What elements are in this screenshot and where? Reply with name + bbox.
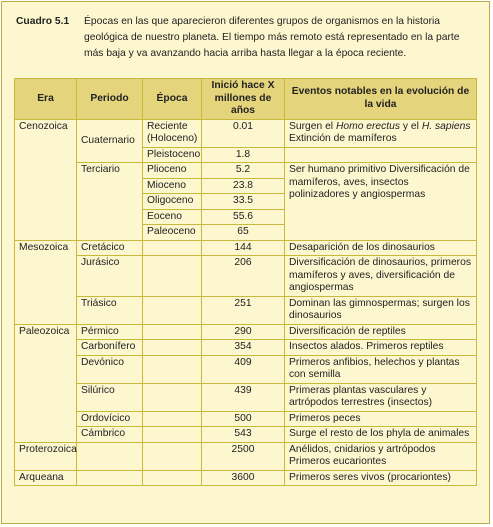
epoch-cell: [143, 256, 202, 297]
period-cell: Triásico: [77, 296, 143, 324]
header-start: Inició hace X millones de años: [202, 79, 285, 120]
period-cell: Cámbrico: [77, 427, 143, 443]
mya-cell: 409: [202, 355, 285, 383]
table-row: [15, 240, 477, 256]
period-cell: Silúrico: [77, 383, 143, 411]
era-cell: Proterozoica: [15, 442, 77, 470]
period-cell: Pérmico: [77, 324, 143, 340]
geologic-time-table: [14, 78, 477, 486]
mya-cell: 55.6: [202, 209, 285, 225]
header-events: Eventos notables en la evolución de la vida: [285, 79, 477, 120]
period-cell: Ordovícico: [77, 411, 143, 427]
mya-cell: 5.2: [202, 163, 285, 179]
mya-cell: 543: [202, 427, 285, 443]
period-cell: Cretácico: [77, 240, 143, 256]
epoch-cell: Mioceno: [143, 178, 202, 194]
caption-number: Cuadro 5.1: [16, 16, 70, 27]
epoch-cell: [143, 427, 202, 443]
event-species-name: Homo erectus: [335, 120, 401, 132]
period-cell: Terciario: [77, 163, 143, 241]
events-cell: Primeros peces: [285, 411, 477, 427]
era-cell: Paleozoica: [15, 324, 77, 442]
epoch-cell: [143, 324, 202, 340]
events-cell: Surge el resto de los phyla de animales: [285, 427, 477, 443]
mya-cell: 3600: [202, 470, 285, 486]
caption-text: Épocas en las que aparecieron diferentes grupos de organismos en la historia geológica de nuestro planeta. El tiempo más remoto está representado en la parte más baja y va avanzando hacia arriba hasta llegar a la época reciente.: [84, 16, 460, 59]
mya-cell: 65: [202, 225, 285, 241]
events-cell: Desaparición de los dinosaurios: [285, 240, 477, 256]
table-row: [15, 355, 477, 383]
epoch-cell: [143, 470, 202, 486]
epoch-cell: [143, 383, 202, 411]
events-cell: [285, 119, 477, 147]
mya-cell: 354: [202, 340, 285, 356]
table-row: [15, 163, 477, 179]
period-cell: Carbonífero: [77, 340, 143, 356]
epoch-cell: Plioceno: [143, 163, 202, 179]
period-cell: [77, 442, 143, 470]
epoch-cell: [143, 240, 202, 256]
events-cell: Dominan las gimnospermas; surgen los dinosaurios: [285, 296, 477, 324]
table-row: [15, 383, 477, 411]
epoch-cell: Reciente (Holoceno): [143, 119, 202, 147]
events-cell: Diversificación de reptiles: [285, 324, 477, 340]
header-row: [15, 79, 477, 120]
event-text: y el: [400, 120, 422, 132]
table-row: [15, 296, 477, 324]
mya-cell: 1.8: [202, 147, 285, 163]
events-cell: [285, 147, 477, 163]
era-cell: Mesozoica: [15, 240, 77, 324]
epoch-cell: Pleistoceno: [143, 147, 202, 163]
era-cell: Arqueana: [15, 470, 77, 486]
event-species-name: H. sapiens: [421, 120, 471, 132]
table-row: [15, 442, 477, 470]
epoch-cell: [143, 411, 202, 427]
events-cell: Primeras plantas vasculares y artrópodos terrestres (insectos): [285, 383, 477, 411]
table-caption: [16, 14, 478, 62]
mya-cell: 439: [202, 383, 285, 411]
mya-cell: 33.5: [202, 194, 285, 210]
mya-cell: 0.01: [202, 119, 285, 147]
era-cell: Cenozoica: [15, 119, 77, 240]
table-row: [15, 470, 477, 486]
events-cell: Insectos alados. Primeros reptiles: [285, 340, 477, 356]
event-text: Surgen el: [289, 120, 336, 132]
mya-cell: 251: [202, 296, 285, 324]
epoch-cell: [143, 355, 202, 383]
epoch-cell: Paleoceno: [143, 225, 202, 241]
table-row: [15, 411, 477, 427]
header-period: Periodo: [77, 79, 143, 120]
period-cell: Cuaternario: [77, 119, 143, 163]
events-cell: Primeros anfibios, helechos y plantas con semilla: [285, 355, 477, 383]
period-cell: Devónico: [77, 355, 143, 383]
event-text: Extinción de mamíferos: [289, 133, 397, 144]
mya-cell: 500: [202, 411, 285, 427]
events-cell: Primeros seres vivos (procariontes): [285, 470, 477, 486]
period-cell: [77, 470, 143, 486]
mya-cell: 206: [202, 256, 285, 297]
table-row: [15, 119, 477, 147]
epoch-cell: [143, 442, 202, 470]
mya-cell: 290: [202, 324, 285, 340]
mya-cell: 2500: [202, 442, 285, 470]
header-epoch: Época: [143, 79, 202, 120]
events-cell: Anélidos, cnidarios y artrópodos Primeros eucariontes: [285, 442, 477, 470]
epoch-cell: Eoceno: [143, 209, 202, 225]
table-row: [15, 340, 477, 356]
events-cell: Diversificación de dinosaurios, primeros mamíferos y aves, diversificación de angiospermas: [285, 256, 477, 297]
epoch-cell: Oligoceno: [143, 194, 202, 210]
header-era: Era: [15, 79, 77, 120]
epoch-cell: [143, 296, 202, 324]
period-cell: Jurásico: [77, 256, 143, 297]
table-row: [15, 427, 477, 443]
table-row: [15, 256, 477, 297]
epoch-cell: [143, 340, 202, 356]
mya-cell: 23.8: [202, 178, 285, 194]
mya-cell: 144: [202, 240, 285, 256]
table-row: [15, 324, 477, 340]
events-cell: Ser humano primitivo Diversificación de mamíferos, aves, insectos polinizadores y angiospermas: [285, 163, 477, 241]
